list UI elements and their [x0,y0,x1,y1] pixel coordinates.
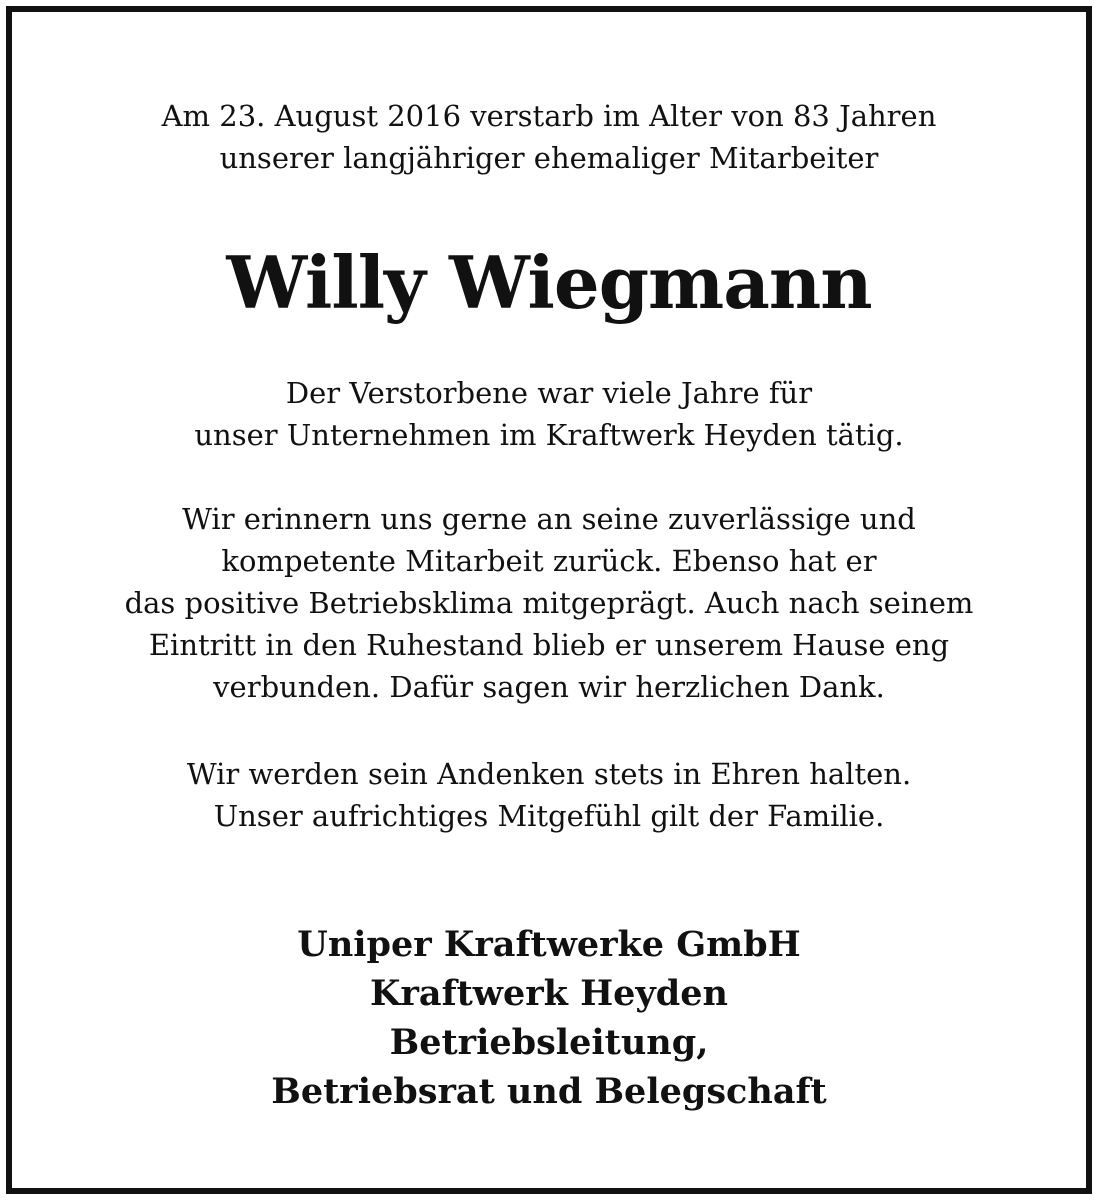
signature-line: Betriebsleitung, [389,1022,709,1063]
intro-line: unserer langjähriger ehemaliger Mitarbeiter [219,141,879,175]
paragraph-line: kompetente Mitarbeit zurück. Ebenso hat er [221,544,877,578]
paragraph-line: das positive Betriebsklima mitgeprägt. Auch nach seinem [124,586,974,620]
tribute-paragraph-2 [12,498,1086,708]
signature-block [12,920,1086,1116]
paragraph-line: Wir erinnern uns gerne an seine zuverlässige und [182,502,916,536]
paragraph-line: Der Verstorbene war viele Jahre für [285,376,813,410]
intro-text [12,95,1086,179]
deceased-name: Willy Wiegmann [226,240,872,325]
tribute-paragraph-1 [12,372,1086,456]
paragraph-line: verbunden. Dafür sagen wir herzlichen Dank. [213,670,885,704]
tribute-paragraph-3 [12,753,1086,837]
paragraph-line: Eintritt in den Ruhestand blieb er unserem Hause eng [148,628,950,662]
paragraph-line: unser Unternehmen im Kraftwerk Heyden tätig. [194,418,904,452]
signature-line: Kraftwerk Heyden [370,973,728,1014]
obituary-notice [6,6,1092,1194]
signature-line: Betriebsrat und Belegschaft [271,1071,827,1112]
paragraph-line: Wir werden sein Andenken stets in Ehren halten. [186,757,912,791]
signature-line: Uniper Kraftwerke GmbH [297,924,801,965]
intro-line: Am 23. August 2016 verstarb im Alter von 83 Jahren [161,99,937,133]
paragraph-line: Unser aufrichtiges Mitgefühl gilt der Familie. [213,799,885,833]
